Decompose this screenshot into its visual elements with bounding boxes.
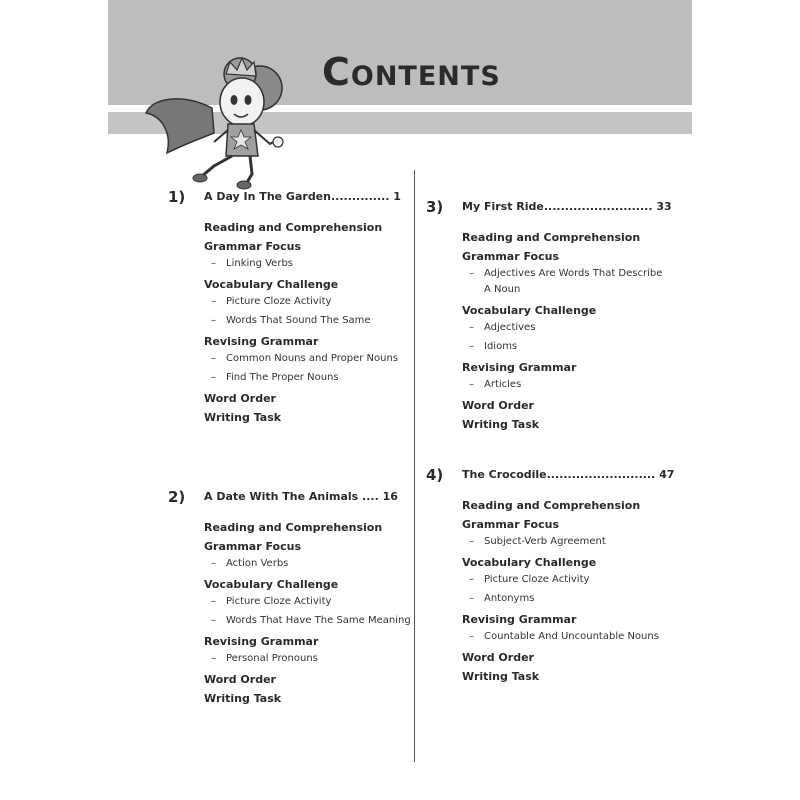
toc-subitem-text: Idioms bbox=[484, 341, 518, 352]
toc-subitem bbox=[204, 651, 411, 667]
toc-section: Vocabulary Challenge bbox=[204, 278, 339, 291]
toc-section: Reading and Comprehension bbox=[204, 521, 383, 534]
toc-section: Vocabulary Challenge bbox=[462, 304, 597, 317]
dash-bullet-icon: – bbox=[211, 558, 216, 569]
toc-subitem bbox=[462, 572, 669, 588]
chapter-number: 4) bbox=[426, 466, 444, 484]
dash-bullet-icon: – bbox=[211, 653, 216, 664]
toc-section: Grammar Focus bbox=[204, 240, 302, 253]
toc-subitem-text: Picture Cloze Activity bbox=[226, 596, 332, 607]
toc-subitem bbox=[462, 377, 669, 393]
dash-bullet-icon: – bbox=[211, 258, 216, 269]
toc-subitem bbox=[462, 320, 669, 336]
toc-subitem-text: Antonyms bbox=[484, 593, 535, 604]
dash-bullet-icon: – bbox=[469, 379, 474, 390]
toc-section: Revising Grammar bbox=[462, 361, 577, 374]
dash-bullet-icon: – bbox=[211, 372, 216, 383]
toc-section: Grammar Focus bbox=[204, 540, 302, 553]
chapter-number: 3) bbox=[426, 198, 444, 216]
toc-subitem bbox=[204, 256, 411, 272]
toc-section: Reading and Comprehension bbox=[204, 221, 383, 234]
toc-subitem-text: Articles bbox=[484, 379, 522, 390]
column-divider bbox=[414, 170, 415, 762]
toc-section: Word Order bbox=[462, 651, 534, 664]
chapter-2 bbox=[168, 488, 411, 708]
dash-bullet-icon: – bbox=[469, 631, 474, 642]
toc-section: Revising Grammar bbox=[462, 613, 577, 626]
toc-subitem bbox=[204, 351, 411, 367]
toc-subitem-text: Personal Pronouns bbox=[226, 653, 318, 664]
toc-subitem-text: Words That Sound The Same bbox=[226, 315, 371, 326]
toc-subitem bbox=[462, 266, 669, 298]
chapter-3 bbox=[426, 198, 672, 434]
dash-bullet-icon: – bbox=[211, 296, 216, 307]
chapter-number: 1) bbox=[168, 188, 186, 206]
chapter-title: The Crocodile.......................... 47 bbox=[462, 468, 675, 481]
toc-subitem bbox=[462, 534, 669, 550]
toc-subitem-text: Action Verbs bbox=[226, 558, 289, 569]
toc-subitem-text: Adjectives bbox=[484, 322, 536, 333]
toc-subitem bbox=[204, 556, 411, 572]
chapter-items bbox=[204, 218, 411, 427]
chapter-4 bbox=[426, 466, 675, 686]
chapter-items bbox=[204, 518, 411, 708]
toc-section: Grammar Focus bbox=[462, 518, 560, 531]
toc-subitem bbox=[204, 313, 411, 329]
toc-section: Writing Task bbox=[204, 692, 282, 705]
toc-section: Writing Task bbox=[462, 670, 540, 683]
chapter-title: A Day In The Garden.............. 1 bbox=[204, 190, 401, 203]
dash-bullet-icon: – bbox=[211, 596, 216, 607]
dash-bullet-icon: – bbox=[469, 322, 474, 333]
toc-section: Word Order bbox=[204, 392, 276, 405]
toc-section: Vocabulary Challenge bbox=[204, 578, 339, 591]
toc-subitem-text: Common Nouns and Proper Nouns bbox=[226, 353, 399, 364]
dash-bullet-icon: – bbox=[469, 574, 474, 585]
toc-subitem bbox=[462, 339, 669, 355]
toc-section: Revising Grammar bbox=[204, 635, 319, 648]
chapter-title: A Date With The Animals .... 16 bbox=[204, 490, 398, 503]
chapter-items bbox=[462, 496, 669, 686]
toc-subitem-text: Subject-Verb Agreement bbox=[484, 536, 606, 547]
dash-bullet-icon: – bbox=[469, 268, 474, 279]
page-title: Contents bbox=[322, 50, 501, 94]
toc-section: Grammar Focus bbox=[462, 250, 560, 263]
toc-subitem bbox=[204, 370, 411, 386]
toc-subitem-text: Find The Proper Nouns bbox=[226, 372, 339, 383]
toc-subitem bbox=[462, 629, 669, 645]
dash-bullet-icon: – bbox=[469, 593, 474, 604]
toc-subitem-text: Adjectives Are Words That Describe A Noun bbox=[484, 268, 663, 295]
toc-subitem-text: Picture Cloze Activity bbox=[226, 296, 332, 307]
toc-section: Revising Grammar bbox=[204, 335, 319, 348]
toc-subitem-text: Words That Have The Same Meaning bbox=[226, 615, 411, 626]
toc-subitem bbox=[204, 613, 411, 629]
superhero-mascot-icon bbox=[142, 38, 302, 190]
chapter-number: 2) bbox=[168, 488, 186, 506]
toc-section: Reading and Comprehension bbox=[462, 231, 641, 244]
dash-bullet-icon: – bbox=[469, 536, 474, 547]
dash-bullet-icon: – bbox=[211, 315, 216, 326]
toc-section: Word Order bbox=[204, 673, 276, 686]
toc-subitem bbox=[204, 294, 411, 310]
toc-section: Writing Task bbox=[204, 411, 282, 424]
chapter-items bbox=[462, 228, 669, 434]
chapter-title: My First Ride.......................... 33 bbox=[462, 200, 672, 213]
toc-section: Word Order bbox=[462, 399, 534, 412]
dash-bullet-icon: – bbox=[211, 353, 216, 364]
dash-bullet-icon: – bbox=[211, 615, 216, 626]
toc-subitem-text: Countable And Uncountable Nouns bbox=[484, 631, 659, 642]
dash-bullet-icon: – bbox=[469, 341, 474, 352]
toc-section: Reading and Comprehension bbox=[462, 499, 641, 512]
toc-section: Vocabulary Challenge bbox=[462, 556, 597, 569]
toc-subitem bbox=[462, 591, 669, 607]
toc-subitem bbox=[204, 594, 411, 610]
toc-section: Writing Task bbox=[462, 418, 540, 431]
toc-subitem-text: Picture Cloze Activity bbox=[484, 574, 590, 585]
chapter-1 bbox=[168, 188, 411, 427]
toc-subitem-text: Linking Verbs bbox=[226, 258, 294, 269]
